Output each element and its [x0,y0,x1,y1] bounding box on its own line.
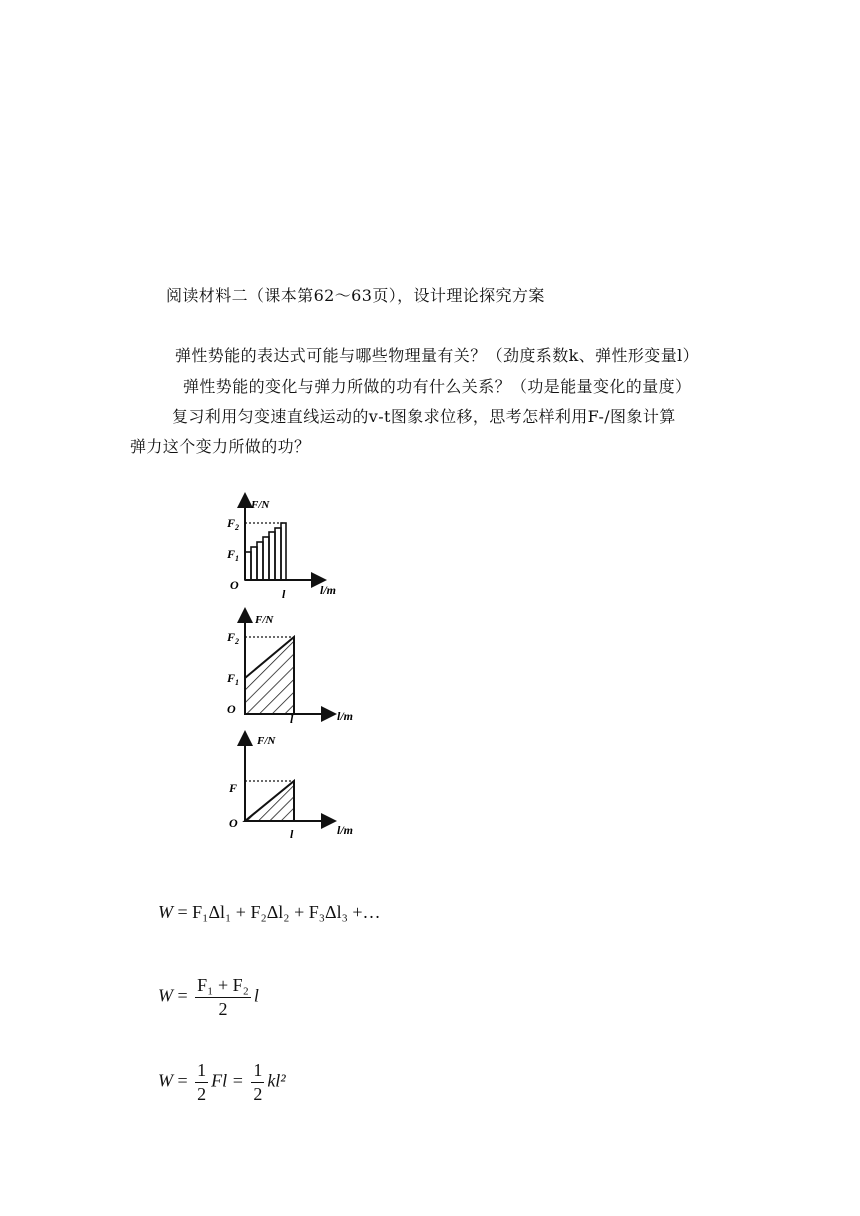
f-label: F [229,781,238,795]
formula-sum: W = F₁Δl₁ + F₂Δl₂ + F₃Δl₃ +… [158,902,381,922]
bar [275,528,281,580]
bar [263,537,269,580]
bar [251,547,257,580]
question-3-line-1: 复习利用匀变速直线运动的v-t图象求位移，思考怎样利用F-/图象计算 [172,407,676,426]
figure-trapezoid [215,605,375,734]
origin-label: O [227,702,236,716]
origin-label: O [230,578,239,592]
x-axis-label: l/m [320,583,337,597]
f1-label: $F_1$ [227,547,240,563]
x-axis-label: l/m [337,823,354,837]
f1-label: $F_1$ [227,671,240,687]
figure-stepped-bars [215,490,355,609]
figure-triangle [215,728,375,847]
y-axis-label: F/N [251,499,270,511]
y-axis-label: F/N [257,735,276,747]
origin-label: O [229,816,238,830]
question-3-line-2: 弹力这个变力所做的功？ [130,437,311,456]
question-2: 弹性势能的变化与弹力所做的功有什么关系？（功是能量变化的量度） [183,377,692,396]
question-1: 弹性势能的表达式可能与哪些物理量有关？（劲度系数k、弹性形变量l） [175,346,700,365]
step-bars [245,523,286,580]
bar [281,523,286,580]
f2-label: $F_2$ [227,516,240,532]
heading-text: 阅读材料二（课本第62～63页），设计理论探究方案 [166,286,545,305]
y-axis-label: F/N [255,614,274,626]
formula-trapezoid: W = $\frac{\text{F₁ + F₂}}{2}$ l [158,975,259,1019]
x-axis-label: l/m [337,709,354,723]
formula-triangle: W = $\frac{1}{2}$ Fl = $\frac{1}{2}$ kl² [158,1060,286,1104]
l-label: l [290,827,294,841]
fraction-half: $\frac{1}{2}$ [197,1060,207,1104]
bar [257,542,263,580]
f2-label: $F_2$ [227,630,240,646]
bar [269,532,275,580]
hatch-fill [245,635,295,715]
fraction: $\frac{\text{F₁ + F₂}}{2}$ [197,975,249,1019]
l-label: l [290,712,294,726]
l-label: l [282,587,286,601]
fraction-half: $\frac{1}{2}$ [253,1060,263,1104]
